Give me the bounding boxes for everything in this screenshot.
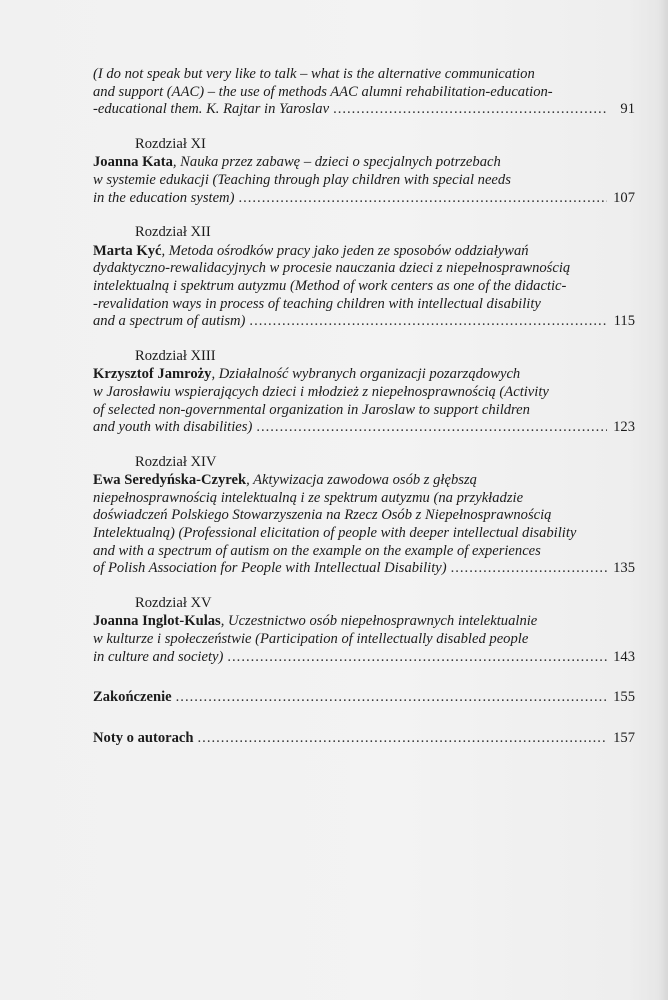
entry-description bbox=[93, 613, 635, 666]
entry-description bbox=[93, 243, 635, 331]
entry-title-start: , Działalność wybranych organizacji pozarządowych bbox=[211, 366, 521, 383]
page-number: 123 bbox=[613, 419, 635, 436]
leader-dots bbox=[451, 560, 607, 578]
entry-last-line bbox=[93, 101, 635, 119]
entry-last-line bbox=[93, 313, 635, 331]
closing-title: Zakończenie bbox=[93, 689, 172, 706]
entry-line: (I do not speak but very like to talk – what is the alternative communication bbox=[93, 66, 535, 82]
page-number: 135 bbox=[613, 560, 635, 577]
leader-dots bbox=[227, 649, 607, 667]
entry-description bbox=[93, 366, 635, 436]
leader-dots bbox=[256, 419, 607, 437]
entry-line: w Jarosławiu wspierających dzieci i młodzież z niepełnosprawnością (Activity bbox=[93, 383, 549, 400]
entry-line: intelektualną i spektrum autyzmu (Method of work centers as one of the didactic- bbox=[93, 277, 567, 294]
entry-line: and a spectrum of autism) bbox=[93, 313, 246, 330]
toc-entry-author-notes bbox=[93, 730, 635, 748]
entry-description bbox=[93, 154, 635, 207]
entry-line: doświadczeń Polskiego Stowarzyszenia na Rzecz Osób z Niepełnosprawnością bbox=[93, 507, 552, 524]
toc-entry-chapter-xiii bbox=[93, 348, 635, 437]
entry-title-start: , Metoda ośrodków pracy jako jeden ze sposobów oddziaływań bbox=[161, 242, 529, 259]
entry-description bbox=[93, 66, 635, 119]
entry-last-line bbox=[93, 190, 635, 208]
author-notes-title: Noty o autorach bbox=[93, 729, 194, 746]
entry-first-line bbox=[93, 472, 635, 490]
toc-entry-chapter-xv bbox=[93, 595, 635, 666]
entry-line: and support (AAC) – the use of methods AAC alumni rehabilitation-education- bbox=[93, 83, 553, 100]
toc-entry-closing bbox=[93, 689, 635, 707]
entry-line: -educational them. K. Rajtar in Yaroslav bbox=[93, 101, 330, 118]
entry-description bbox=[93, 472, 635, 578]
chapter-label: Rozdział XV bbox=[135, 594, 212, 611]
toc-entry-chapter-xii bbox=[93, 224, 635, 331]
page-edge-shadow bbox=[658, 0, 668, 1000]
leader-dots bbox=[249, 313, 607, 331]
entry-first-line bbox=[93, 243, 635, 261]
toc-entry-chapter-xi bbox=[93, 136, 635, 207]
leader-dots bbox=[198, 730, 607, 748]
entry-last-line bbox=[93, 649, 635, 667]
entry-title-start: , Nauka przez zabawę – dzieci o specjalnych potrzebach bbox=[172, 154, 501, 171]
page-number: 91 bbox=[620, 101, 635, 118]
chapter-label: Rozdział XII bbox=[135, 224, 211, 241]
entry-line: of Polish Association for People with Intellectual Disability) bbox=[93, 560, 447, 577]
entry-last-line bbox=[93, 560, 635, 578]
chapter-label: Rozdział XI bbox=[135, 135, 206, 152]
author-name: Joanna Inglot-Kulas bbox=[93, 613, 221, 630]
entry-line: in the education system) bbox=[93, 189, 235, 206]
leader-dots bbox=[238, 190, 607, 208]
toc-entry-continued bbox=[93, 66, 635, 119]
entry-line: w kulturze i społeczeństwie (Participation of intellectually disabled people bbox=[93, 631, 529, 648]
leader-dots bbox=[333, 101, 607, 119]
author-name: Marta Kyć bbox=[93, 242, 162, 259]
entry-line: in culture and society) bbox=[93, 648, 224, 665]
entry-first-line bbox=[93, 366, 635, 384]
author-name: Joanna Kata bbox=[93, 154, 173, 171]
toc-entry-chapter-xiv bbox=[93, 454, 635, 578]
page-number: 115 bbox=[613, 313, 635, 330]
chapter-label: Rozdział XIII bbox=[135, 347, 216, 364]
entry-first-line bbox=[93, 613, 635, 631]
table-of-contents bbox=[93, 66, 635, 747]
entry-line: -revalidation ways in process of teaching children with intellectual disability bbox=[93, 295, 541, 312]
entry-last-line bbox=[93, 419, 635, 437]
entry-line: and with a spectrum of autism on the example on the example of experiences bbox=[93, 542, 541, 559]
entry-first-line bbox=[93, 154, 635, 172]
entry-line: dydaktyczno-rewalidacyjnych w procesie nauczania dzieci z niepełnosprawnością bbox=[93, 260, 571, 277]
leader-dots bbox=[176, 689, 607, 707]
entry-title-start: , Aktywizacja zawodowa osób z głębszą bbox=[246, 472, 477, 489]
page-number: 157 bbox=[613, 729, 635, 746]
chapter-label: Rozdział XIV bbox=[135, 453, 217, 470]
entry-title-start: , Uczestnictwo osób niepełnosprawnych intelektualnie bbox=[220, 613, 538, 630]
page-number: 107 bbox=[613, 189, 635, 206]
entry-line: w systemie edukacji (Teaching through play children with special needs bbox=[93, 171, 511, 188]
author-name: Ewa Seredyńska-Czyrek bbox=[93, 472, 247, 489]
author-name: Krzysztof Jamroży bbox=[93, 366, 212, 383]
page-number: 155 bbox=[613, 689, 635, 706]
entry-line: of selected non-governmental organization in Jaroslaw to support children bbox=[93, 401, 530, 418]
entry-line: niepełnosprawnością intelektualną i ze spektrum autyzmu (na przykładzie bbox=[93, 489, 524, 506]
entry-line: Intelektualną) (Professional elicitation of people with deeper intellectual disability bbox=[93, 525, 577, 542]
entry-line: and youth with disabilities) bbox=[93, 419, 253, 436]
page-number: 143 bbox=[613, 648, 635, 665]
